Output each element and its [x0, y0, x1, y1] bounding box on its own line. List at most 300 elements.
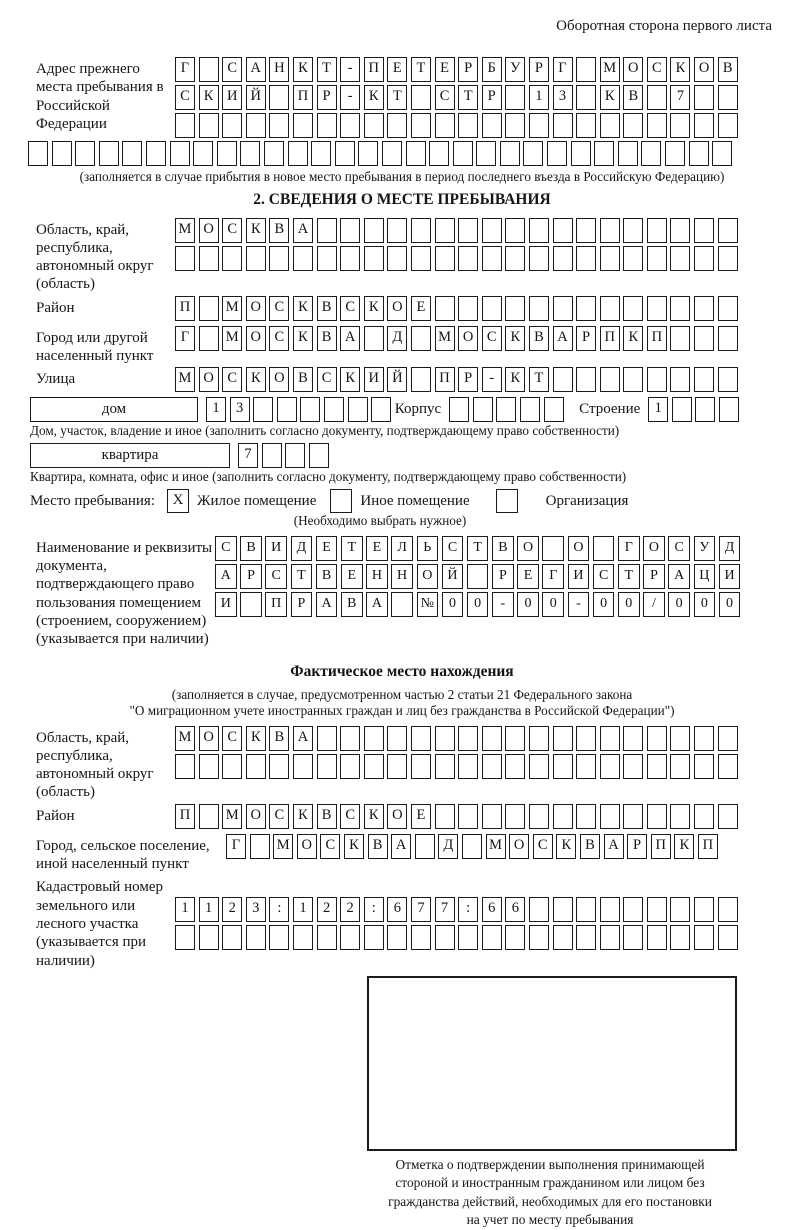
prev-address-row-2[interactable]	[175, 85, 741, 110]
prev-address-row-1[interactable]	[175, 57, 741, 82]
form-cell[interactable]	[647, 113, 667, 138]
form-cell[interactable]	[458, 726, 478, 751]
form-cell[interactable]: 1	[529, 85, 549, 110]
form-cell[interactable]: Т	[467, 536, 489, 561]
form-cell[interactable]	[458, 296, 478, 321]
stay-type-checkbox-organization[interactable]	[496, 489, 518, 513]
region-row-1[interactable]	[175, 218, 741, 243]
form-cell[interactable]	[505, 754, 525, 779]
form-cell[interactable]	[246, 754, 266, 779]
form-cell[interactable]	[246, 113, 266, 138]
form-cell[interactable]: С	[340, 296, 360, 321]
form-cell[interactable]: И	[364, 367, 384, 392]
form-cell[interactable]: Г	[542, 564, 564, 589]
form-cell[interactable]	[387, 754, 407, 779]
form-cell[interactable]	[647, 367, 667, 392]
form-cell[interactable]	[571, 141, 591, 166]
form-cell[interactable]	[553, 367, 573, 392]
form-cell[interactable]	[317, 113, 337, 138]
form-cell[interactable]: К	[199, 85, 219, 110]
form-cell[interactable]	[429, 141, 449, 166]
form-cell[interactable]: П	[175, 804, 195, 829]
form-cell[interactable]	[340, 754, 360, 779]
form-cell[interactable]: П	[435, 367, 455, 392]
form-cell[interactable]	[670, 296, 690, 321]
form-cell[interactable]	[482, 804, 502, 829]
korpus-cells[interactable]	[449, 397, 567, 422]
form-cell[interactable]: 6	[387, 897, 407, 922]
form-cell[interactable]	[449, 397, 469, 422]
form-cell[interactable]: К	[600, 85, 620, 110]
document-row-2[interactable]	[215, 564, 744, 589]
form-cell[interactable]: Р	[643, 564, 665, 589]
form-cell[interactable]	[75, 141, 95, 166]
form-cell[interactable]: Н	[366, 564, 388, 589]
form-cell[interactable]	[222, 246, 242, 271]
form-cell[interactable]	[670, 925, 690, 950]
form-cell[interactable]: 7	[670, 85, 690, 110]
form-cell[interactable]: Г	[618, 536, 640, 561]
form-cell[interactable]	[264, 141, 284, 166]
form-cell[interactable]: Р	[482, 85, 502, 110]
form-cell[interactable]	[246, 246, 266, 271]
form-cell[interactable]	[529, 296, 549, 321]
form-cell[interactable]	[505, 726, 525, 751]
form-cell[interactable]: А	[391, 834, 411, 859]
form-cell[interactable]	[694, 218, 714, 243]
form-cell[interactable]	[411, 726, 431, 751]
form-cell[interactable]	[28, 141, 48, 166]
form-cell[interactable]: В	[529, 326, 549, 351]
form-cell[interactable]	[311, 141, 331, 166]
form-cell[interactable]: О	[387, 804, 407, 829]
form-cell[interactable]: 2	[317, 897, 337, 922]
form-cell[interactable]: М	[222, 326, 242, 351]
form-cell[interactable]	[364, 218, 384, 243]
form-cell[interactable]: В	[368, 834, 388, 859]
form-cell[interactable]	[199, 296, 219, 321]
form-cell[interactable]	[411, 326, 431, 351]
form-cell[interactable]	[718, 367, 738, 392]
form-cell[interactable]: А	[553, 326, 573, 351]
form-cell[interactable]: И	[568, 564, 590, 589]
cadastral-row-2[interactable]	[175, 925, 741, 950]
form-cell[interactable]: Е	[341, 564, 363, 589]
form-cell[interactable]	[277, 397, 297, 422]
form-cell[interactable]	[285, 443, 305, 468]
form-cell[interactable]	[458, 925, 478, 950]
form-cell[interactable]	[670, 726, 690, 751]
form-cell[interactable]: Й	[387, 367, 407, 392]
form-cell[interactable]	[482, 925, 502, 950]
form-cell[interactable]: Е	[387, 57, 407, 82]
form-cell[interactable]	[718, 754, 738, 779]
form-cell[interactable]: С	[320, 834, 340, 859]
form-cell[interactable]	[505, 85, 525, 110]
form-cell[interactable]: М	[175, 218, 195, 243]
form-cell[interactable]	[193, 141, 213, 166]
form-cell[interactable]: Р	[529, 57, 549, 82]
form-cell[interactable]: -	[482, 367, 502, 392]
form-cell[interactable]	[553, 296, 573, 321]
form-cell[interactable]	[269, 754, 289, 779]
form-cell[interactable]	[175, 754, 195, 779]
form-cell[interactable]	[199, 246, 219, 271]
form-cell[interactable]	[553, 804, 573, 829]
form-cell[interactable]: В	[317, 804, 337, 829]
document-row-1[interactable]	[215, 536, 744, 561]
form-cell[interactable]: К	[505, 326, 525, 351]
form-cell[interactable]	[694, 754, 714, 779]
form-cell[interactable]: С	[593, 564, 615, 589]
form-cell[interactable]	[411, 367, 431, 392]
form-cell[interactable]: Е	[435, 57, 455, 82]
form-cell[interactable]	[175, 925, 195, 950]
form-cell[interactable]: М	[222, 296, 242, 321]
form-cell[interactable]	[199, 57, 219, 82]
form-cell[interactable]: 0	[668, 592, 690, 617]
form-cell[interactable]: В	[240, 536, 262, 561]
form-cell[interactable]	[529, 246, 549, 271]
form-cell[interactable]: П	[364, 57, 384, 82]
form-cell[interactable]: 0	[542, 592, 564, 617]
form-cell[interactable]	[482, 218, 502, 243]
form-cell[interactable]	[505, 113, 525, 138]
form-cell[interactable]	[435, 726, 455, 751]
form-cell[interactable]	[170, 141, 190, 166]
form-cell[interactable]	[529, 113, 549, 138]
form-cell[interactable]: /	[643, 592, 665, 617]
form-cell[interactable]	[623, 367, 643, 392]
house-cells[interactable]	[206, 397, 395, 422]
form-cell[interactable]: О	[509, 834, 529, 859]
form-cell[interactable]	[387, 218, 407, 243]
form-cell[interactable]: Р	[627, 834, 647, 859]
form-cell[interactable]	[458, 218, 478, 243]
form-cell[interactable]	[222, 925, 242, 950]
form-cell[interactable]	[576, 85, 596, 110]
form-cell[interactable]: В	[341, 592, 363, 617]
form-cell[interactable]	[600, 925, 620, 950]
actual-district-row[interactable]	[175, 804, 741, 829]
form-cell[interactable]: П	[175, 296, 195, 321]
form-cell[interactable]: 2	[340, 897, 360, 922]
form-cell[interactable]	[340, 726, 360, 751]
form-cell[interactable]: С	[269, 296, 289, 321]
form-cell[interactable]: -	[340, 85, 360, 110]
form-cell[interactable]	[222, 754, 242, 779]
form-cell[interactable]: М	[273, 834, 293, 859]
form-cell[interactable]: К	[293, 296, 313, 321]
form-cell[interactable]: К	[246, 367, 266, 392]
form-cell[interactable]	[335, 141, 355, 166]
form-cell[interactable]	[529, 754, 549, 779]
form-cell[interactable]: 0	[719, 592, 741, 617]
form-cell[interactable]: 0	[618, 592, 640, 617]
form-cell[interactable]	[670, 218, 690, 243]
form-cell[interactable]	[458, 113, 478, 138]
form-cell[interactable]: Р	[291, 592, 313, 617]
form-cell[interactable]	[718, 218, 738, 243]
form-cell[interactable]	[553, 897, 573, 922]
form-cell[interactable]	[175, 113, 195, 138]
form-cell[interactable]: Г	[175, 57, 195, 82]
form-cell[interactable]: С	[482, 326, 502, 351]
form-cell[interactable]: П	[651, 834, 671, 859]
form-cell[interactable]	[694, 246, 714, 271]
form-cell[interactable]	[146, 141, 166, 166]
form-cell[interactable]	[435, 246, 455, 271]
form-cell[interactable]	[670, 113, 690, 138]
form-cell[interactable]	[476, 141, 496, 166]
form-cell[interactable]: А	[293, 726, 313, 751]
form-cell[interactable]	[52, 141, 72, 166]
stay-type-checkbox-residential[interactable]: X	[167, 489, 189, 513]
form-cell[interactable]: У	[505, 57, 525, 82]
form-cell[interactable]: К	[364, 296, 384, 321]
form-cell[interactable]: О	[269, 367, 289, 392]
form-cell[interactable]	[300, 397, 320, 422]
form-cell[interactable]	[364, 754, 384, 779]
form-cell[interactable]	[453, 141, 473, 166]
form-cell[interactable]	[641, 141, 661, 166]
form-cell[interactable]	[718, 85, 738, 110]
form-cell[interactable]: М	[600, 57, 620, 82]
form-cell[interactable]	[317, 925, 337, 950]
form-cell[interactable]: Е	[517, 564, 539, 589]
form-cell[interactable]	[222, 113, 242, 138]
form-cell[interactable]	[411, 246, 431, 271]
form-cell[interactable]	[371, 397, 391, 422]
form-cell[interactable]	[618, 141, 638, 166]
form-cell[interactable]: О	[517, 536, 539, 561]
form-cell[interactable]	[647, 246, 667, 271]
form-cell[interactable]	[647, 85, 667, 110]
form-cell[interactable]: П	[647, 326, 667, 351]
form-cell[interactable]: Й	[442, 564, 464, 589]
form-cell[interactable]: -	[492, 592, 514, 617]
document-row-3[interactable]	[215, 592, 744, 617]
form-cell[interactable]: С	[222, 218, 242, 243]
form-cell[interactable]	[482, 246, 502, 271]
form-cell[interactable]	[199, 754, 219, 779]
form-cell[interactable]: О	[199, 726, 219, 751]
form-cell[interactable]: Л	[391, 536, 413, 561]
form-cell[interactable]	[600, 218, 620, 243]
form-cell[interactable]	[262, 443, 282, 468]
form-cell[interactable]	[253, 397, 273, 422]
form-cell[interactable]: Г	[175, 326, 195, 351]
form-cell[interactable]: Г	[226, 834, 246, 859]
form-cell[interactable]: :	[269, 897, 289, 922]
form-cell[interactable]: Ц	[694, 564, 716, 589]
form-cell[interactable]	[250, 834, 270, 859]
form-cell[interactable]: 1	[175, 897, 195, 922]
form-cell[interactable]: Т	[317, 57, 337, 82]
form-cell[interactable]	[647, 218, 667, 243]
form-cell[interactable]	[482, 113, 502, 138]
form-cell[interactable]	[293, 246, 313, 271]
form-cell[interactable]	[672, 397, 692, 422]
form-cell[interactable]	[387, 726, 407, 751]
form-cell[interactable]	[623, 754, 643, 779]
form-cell[interactable]	[317, 246, 337, 271]
form-cell[interactable]: Г	[553, 57, 573, 82]
form-cell[interactable]	[473, 397, 493, 422]
form-cell[interactable]: 7	[238, 443, 258, 468]
form-cell[interactable]	[665, 141, 685, 166]
form-cell[interactable]	[553, 726, 573, 751]
form-cell[interactable]	[240, 141, 260, 166]
form-cell[interactable]	[694, 296, 714, 321]
form-cell[interactable]: В	[492, 536, 514, 561]
district-row[interactable]	[175, 296, 741, 321]
form-cell[interactable]	[542, 536, 564, 561]
form-cell[interactable]: Т	[411, 57, 431, 82]
form-cell[interactable]: С	[442, 536, 464, 561]
form-cell[interactable]	[576, 113, 596, 138]
form-cell[interactable]: И	[719, 564, 741, 589]
form-cell[interactable]	[576, 726, 596, 751]
form-cell[interactable]	[670, 367, 690, 392]
form-cell[interactable]: И	[265, 536, 287, 561]
form-cell[interactable]	[623, 804, 643, 829]
form-cell[interactable]: 3	[230, 397, 250, 422]
form-cell[interactable]	[670, 897, 690, 922]
form-cell[interactable]: Д	[291, 536, 313, 561]
form-cell[interactable]	[553, 113, 573, 138]
form-cell[interactable]	[623, 218, 643, 243]
form-cell[interactable]: Т	[529, 367, 549, 392]
form-cell[interactable]: А	[215, 564, 237, 589]
form-cell[interactable]: Е	[411, 804, 431, 829]
form-cell[interactable]: П	[293, 85, 313, 110]
form-cell[interactable]	[600, 754, 620, 779]
form-cell[interactable]	[647, 726, 667, 751]
form-cell[interactable]: О	[246, 296, 266, 321]
form-cell[interactable]: 1	[199, 897, 219, 922]
form-cell[interactable]	[529, 218, 549, 243]
form-cell[interactable]: У	[694, 536, 716, 561]
form-cell[interactable]	[600, 726, 620, 751]
form-cell[interactable]	[695, 397, 715, 422]
form-cell[interactable]: К	[246, 726, 266, 751]
form-cell[interactable]: Р	[458, 57, 478, 82]
form-cell[interactable]: К	[344, 834, 364, 859]
form-cell[interactable]: С	[668, 536, 690, 561]
form-cell[interactable]	[199, 113, 219, 138]
form-cell[interactable]	[718, 925, 738, 950]
form-cell[interactable]	[647, 897, 667, 922]
form-cell[interactable]: С	[317, 367, 337, 392]
form-cell[interactable]	[317, 726, 337, 751]
stroenie-cells[interactable]	[648, 397, 742, 422]
form-cell[interactable]	[544, 397, 564, 422]
form-cell[interactable]	[364, 726, 384, 751]
form-cell[interactable]	[505, 246, 525, 271]
form-cell[interactable]: 1	[293, 897, 313, 922]
street-row[interactable]	[175, 367, 741, 392]
form-cell[interactable]	[576, 367, 596, 392]
form-cell[interactable]	[553, 754, 573, 779]
prev-address-row-3[interactable]	[175, 113, 741, 138]
form-cell[interactable]: 1	[648, 397, 668, 422]
form-cell[interactable]: С	[215, 536, 237, 561]
form-cell[interactable]: О	[387, 296, 407, 321]
form-cell[interactable]	[623, 897, 643, 922]
form-cell[interactable]	[576, 754, 596, 779]
form-cell[interactable]: В	[317, 296, 337, 321]
form-cell[interactable]	[482, 754, 502, 779]
form-cell[interactable]: Т	[387, 85, 407, 110]
form-cell[interactable]: В	[293, 367, 313, 392]
form-cell[interactable]	[199, 925, 219, 950]
form-cell[interactable]	[288, 141, 308, 166]
form-cell[interactable]: Н	[269, 57, 289, 82]
form-cell[interactable]: О	[417, 564, 439, 589]
form-cell[interactable]: О	[623, 57, 643, 82]
form-cell[interactable]	[364, 925, 384, 950]
form-cell[interactable]: А	[340, 326, 360, 351]
form-cell[interactable]: В	[269, 726, 289, 751]
actual-city-row[interactable]	[226, 834, 721, 859]
form-cell[interactable]: К	[674, 834, 694, 859]
form-cell[interactable]	[623, 113, 643, 138]
form-cell[interactable]: О	[199, 367, 219, 392]
form-cell[interactable]	[309, 443, 329, 468]
form-cell[interactable]: В	[269, 218, 289, 243]
form-cell[interactable]	[529, 897, 549, 922]
form-cell[interactable]	[505, 218, 525, 243]
form-cell[interactable]	[435, 754, 455, 779]
form-cell[interactable]: Ь	[417, 536, 439, 561]
form-cell[interactable]	[415, 834, 435, 859]
form-cell[interactable]	[246, 925, 266, 950]
form-cell[interactable]	[576, 925, 596, 950]
form-cell[interactable]	[718, 296, 738, 321]
form-cell[interactable]	[382, 141, 402, 166]
form-cell[interactable]	[175, 246, 195, 271]
form-cell[interactable]: К	[556, 834, 576, 859]
form-cell[interactable]: 3	[246, 897, 266, 922]
form-cell[interactable]: К	[246, 218, 266, 243]
form-cell[interactable]	[317, 754, 337, 779]
form-cell[interactable]	[576, 218, 596, 243]
form-cell[interactable]: 3	[553, 85, 573, 110]
form-cell[interactable]	[435, 218, 455, 243]
actual-region-row-1[interactable]	[175, 726, 741, 751]
form-cell[interactable]: В	[718, 57, 738, 82]
form-cell[interactable]	[387, 925, 407, 950]
form-cell[interactable]	[600, 113, 620, 138]
form-cell[interactable]: 7	[411, 897, 431, 922]
form-cell[interactable]: И	[215, 592, 237, 617]
form-cell[interactable]	[505, 925, 525, 950]
form-cell[interactable]: К	[670, 57, 690, 82]
form-cell[interactable]: А	[293, 218, 313, 243]
form-cell[interactable]: К	[364, 85, 384, 110]
form-cell[interactable]: К	[364, 804, 384, 829]
form-cell[interactable]	[718, 246, 738, 271]
form-cell[interactable]: :	[364, 897, 384, 922]
form-cell[interactable]	[500, 141, 520, 166]
form-cell[interactable]	[553, 925, 573, 950]
form-cell[interactable]: Н	[391, 564, 413, 589]
form-cell[interactable]: №	[417, 592, 439, 617]
form-cell[interactable]: Т	[458, 85, 478, 110]
form-cell[interactable]	[217, 141, 237, 166]
form-cell[interactable]	[694, 113, 714, 138]
